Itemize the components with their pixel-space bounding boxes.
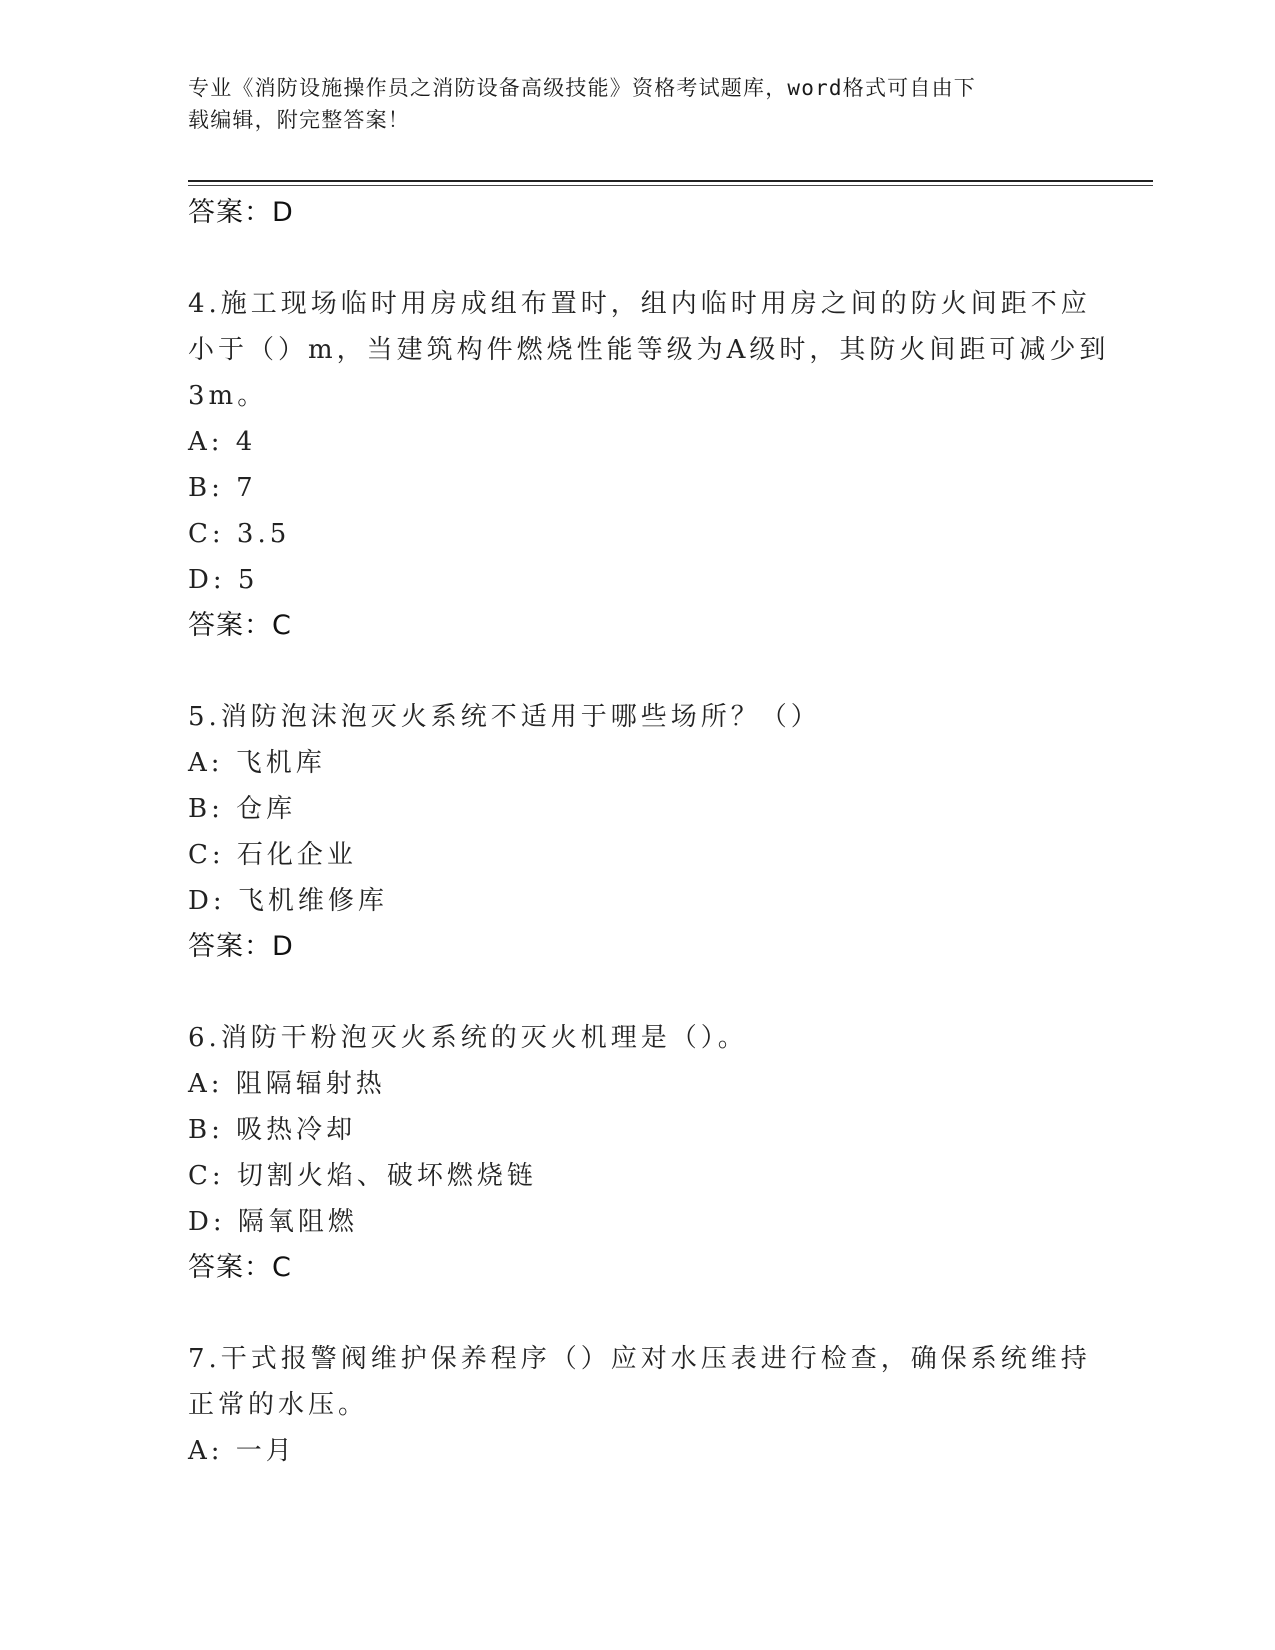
question-text: 小于（）m，当建筑构件燃烧性能等级为A级时，其防火间距可减少到 [188, 335, 1110, 365]
option-c: C: 石化企业 [188, 840, 357, 870]
question-block [188, 694, 1088, 970]
option-b: B: 吸热冷却 [188, 1115, 357, 1145]
spacer [188, 649, 1088, 694]
question-text: 6.消防干粉泡灭火系统的灭火机理是（）。 [188, 1023, 748, 1053]
spacer [188, 970, 1088, 1015]
answer-line: 答案：C [188, 610, 292, 641]
question-block [188, 1336, 1091, 1474]
option-c: C: 切割火焰、破坏燃烧链 [188, 1161, 537, 1191]
question-text: 3m。 [188, 381, 268, 411]
option-d: D: 飞机维修库 [188, 886, 388, 916]
option-b: B: 仓库 [188, 794, 297, 824]
question-text: 5.消防泡沫泡灭火系统不适用于哪些场所？（） [188, 702, 821, 732]
option-a: A: 一月 [188, 1436, 296, 1466]
option-c: C: 3.5 [188, 519, 291, 549]
spacer [188, 236, 1088, 281]
document-header [188, 72, 1068, 136]
question-list [188, 190, 1110, 1474]
header-divider-thick [188, 180, 1153, 182]
option-a: A: 4 [188, 427, 257, 457]
option-d: D: 5 [188, 565, 259, 595]
option-b: B: 7 [188, 473, 257, 503]
option-a: A: 阻隔辐射热 [188, 1069, 386, 1099]
question-text: 7.干式报警阀维护保养程序（）应对水压表进行检查，确保系统维持 [188, 1344, 1091, 1374]
question-text: 4.施工现场临时用房成组布置时，组内临时用房之间的防火间距不应 [188, 289, 1091, 319]
answer-line: 答案：D [188, 197, 294, 228]
option-d: D: 隔氧阻燃 [188, 1207, 358, 1237]
header-line-1: 专业《消防设施操作员之消防设备高级技能》资格考试题库，word格式可自由下 [188, 76, 976, 100]
header-line-2: 载编辑，附完整答案！ [188, 108, 410, 132]
question-block [188, 281, 1110, 649]
question-block [188, 1015, 1088, 1291]
answer-line: 答案：C [188, 1252, 292, 1283]
answer-line: 答案：D [188, 931, 294, 962]
option-a: A: 飞机库 [188, 748, 326, 778]
question-text: 正常的水压。 [188, 1390, 369, 1420]
spacer [188, 1291, 1088, 1336]
header-divider-thin [188, 185, 1153, 186]
